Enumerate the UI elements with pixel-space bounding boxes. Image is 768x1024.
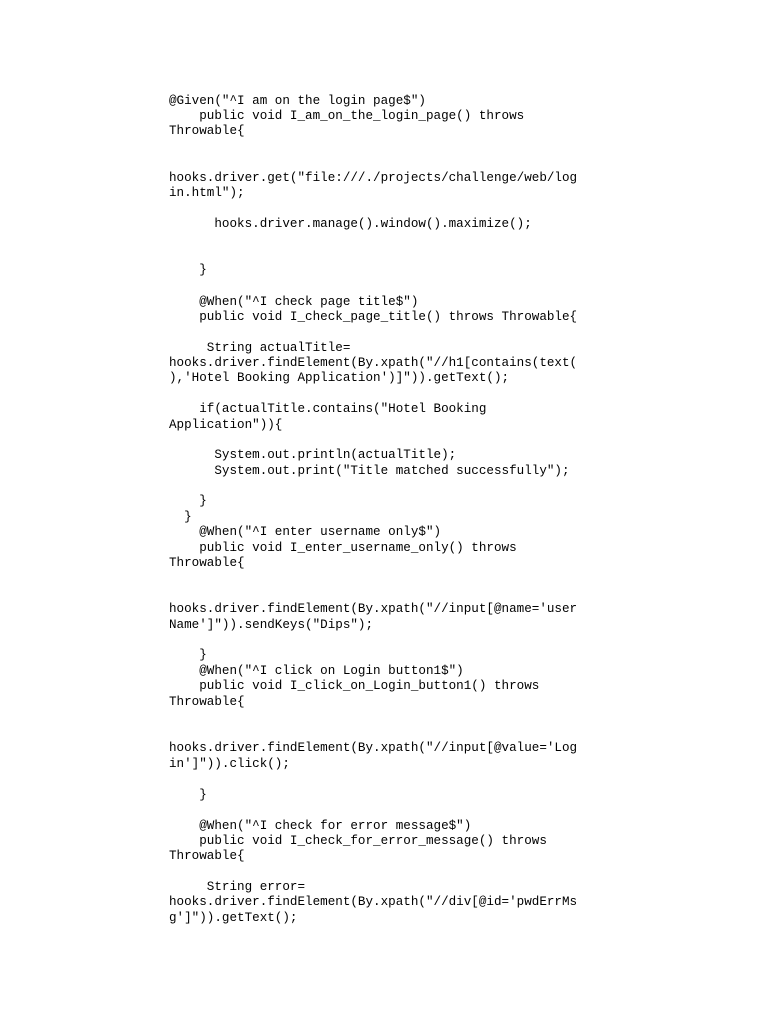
code-line: g']")).getText(); [169,911,298,925]
code-line: if(actualTitle.contains("Hotel Booking [169,402,487,416]
code-line: } [169,788,207,802]
code-line: public void I_enter_username_only() throws [169,541,517,555]
code-line: Throwable{ [169,556,245,570]
code-line: Throwable{ [169,849,245,863]
code-line: System.out.print("Title matched successfully"); [169,464,570,478]
code-line: Throwable{ [169,124,245,138]
code-line: public void I_check_for_error_message() throws [169,834,547,848]
code-line: public void I_am_on_the_login_page() throws [169,109,525,123]
code-line: in.html"); [169,186,245,200]
code-line: } [169,263,207,277]
code-line: @Given("^I am on the login page$") [169,94,426,108]
code-line: } [169,494,207,508]
code-line: ),'Hotel Booking Application')]")).getText(); [169,371,510,385]
code-line: Application")){ [169,418,283,432]
code-line: hooks.driver.manage().window().maximize(); [169,217,532,231]
code-line: String actualTitle= [169,341,351,355]
code-line: hooks.driver.findElement(By.xpath("//div[@id='pwdErrMs [169,895,578,909]
code-line: } [169,648,207,662]
code-line: public void I_check_page_title() throws Throwable{ [169,310,578,324]
code-line: Name']")).sendKeys("Dips"); [169,618,374,632]
code-line: System.out.println(actualTitle); [169,448,457,462]
code-line: hooks.driver.findElement(By.xpath("//h1[contains(text( [169,356,578,370]
code-line: in']")).click(); [169,757,290,771]
code-line: hooks.driver.findElement(By.xpath("//input[@value='Log [169,741,578,755]
code-line: @When("^I click on Login button1$") [169,664,464,678]
code-line: String error= [169,880,306,894]
code-line: @When("^I enter username only$") [169,525,442,539]
code-line: Throwable{ [169,695,245,709]
code-line: @When("^I check page title$") [169,295,419,309]
code-line: hooks.driver.findElement(By.xpath("//input[@name='user [169,602,578,616]
code-line: } [169,510,192,524]
code-line: hooks.driver.get("file:///./projects/challenge/web/log [169,171,578,185]
code-line: @When("^I check for error message$") [169,819,472,833]
code-line: public void I_click_on_Login_button1() throws [169,679,540,693]
